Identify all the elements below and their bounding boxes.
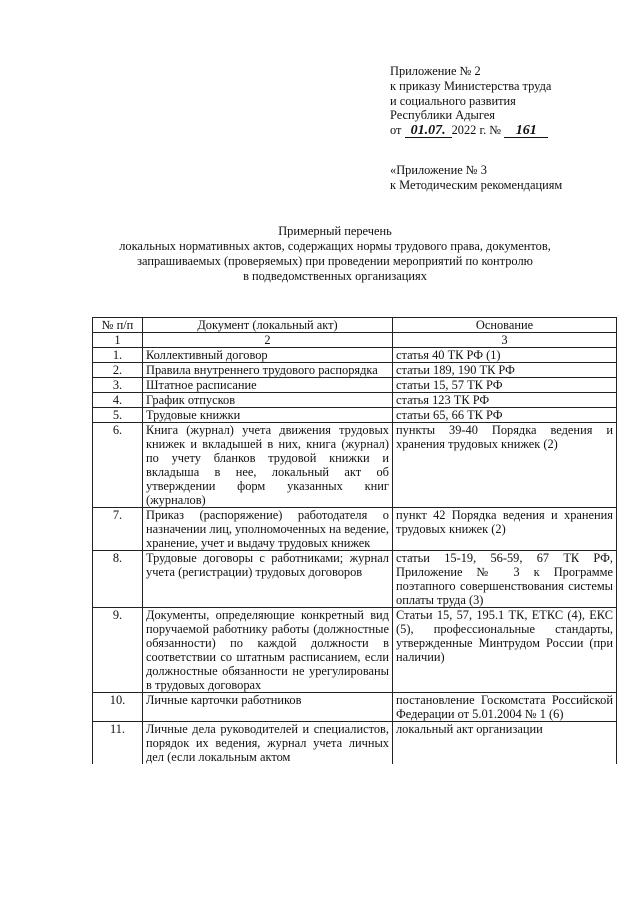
row-basis: статьи 15-19, 56-59, 67 ТК РФ, Приложение № 3 к Программе поэтапного совершенствования системы оплаты труда (3) bbox=[393, 551, 617, 608]
appendix-line-2: к приказу Министерства труда bbox=[390, 78, 552, 93]
row-document: Личные карточки работников bbox=[143, 693, 393, 722]
row-document: Приказ (распоряжение) работодателя о назначении лиц, уполномоченных на ведение, хранение, учет и выдачу трудовых книжек bbox=[143, 508, 393, 551]
date-prefix: от bbox=[390, 123, 402, 138]
row-number: 1. bbox=[93, 348, 143, 363]
row-basis: постановление Госкомстата Российской Федерации от 5.01.2004 № 1 (6) bbox=[393, 693, 617, 722]
row-document: Книга (журнал) учета движения трудовых книжек и вкладышей в них, книга (журнал) по учету бланков трудовой книжки и вкладыша в нее, локальный акт об утверждении форм указанных книг (журналов) bbox=[143, 423, 393, 508]
table-row bbox=[93, 508, 617, 551]
date-year: 2022 г. № bbox=[451, 123, 502, 138]
index-col-3: 3 bbox=[393, 333, 617, 348]
row-number: 5. bbox=[93, 408, 143, 423]
row-basis: статьи 15, 57 ТК РФ bbox=[393, 378, 617, 393]
row-document: Правила внутреннего трудового распорядка bbox=[143, 363, 393, 378]
appendix-header bbox=[390, 64, 610, 138]
row-number: 9. bbox=[93, 608, 143, 693]
row-number: 7. bbox=[93, 508, 143, 551]
table-header-row bbox=[93, 318, 617, 333]
index-col-1: 1 bbox=[93, 333, 143, 348]
table-row bbox=[93, 423, 617, 508]
appendix-reference bbox=[390, 163, 620, 193]
row-basis: статьи 189, 190 ТК РФ bbox=[393, 363, 617, 378]
row-basis: статья 123 ТК РФ bbox=[393, 393, 617, 408]
row-number: 6. bbox=[93, 423, 143, 508]
row-document: График отпусков bbox=[143, 393, 393, 408]
row-basis: локальный акт организации bbox=[393, 722, 617, 765]
documents-table bbox=[92, 317, 617, 764]
table-row bbox=[93, 348, 617, 363]
row-basis: пункты 39-40 Порядка ведения и хранения трудовых книжек (2) bbox=[393, 423, 617, 508]
row-number: 4. bbox=[93, 393, 143, 408]
appendix-line-4: Республики Адыгея bbox=[390, 108, 495, 123]
table-row bbox=[93, 722, 617, 765]
title-line-2: локальных нормативных актов, содержащих нормы трудового права, документов, bbox=[119, 239, 551, 253]
appendix-line-1: Приложение № 2 bbox=[390, 64, 481, 78]
title-line-4: в подведомственных организациях bbox=[243, 269, 427, 283]
table-row bbox=[93, 551, 617, 608]
row-number: 10. bbox=[93, 693, 143, 722]
appendix-line-3: и социального развития bbox=[390, 93, 516, 108]
row-document: Штатное расписание bbox=[143, 378, 393, 393]
row-document: Документы, определяющие конкретный вид поручаемой работнику работы (должностные обязанности) по каждой должности в соответствии со штатным расписанием, если должностные обязанности не урегулированы в трудовых договорах bbox=[143, 608, 393, 693]
table-row bbox=[93, 393, 617, 408]
title-line-1: Примерный перечень bbox=[278, 224, 392, 238]
row-document: Трудовые договоры с работниками; журнал учета (регистрации) трудовых договоров bbox=[143, 551, 393, 608]
row-basis: пункт 42 Порядка ведения и хранения трудовых книжек (2) bbox=[393, 508, 617, 551]
row-number: 3. bbox=[93, 378, 143, 393]
row-document: Коллективный договор bbox=[143, 348, 393, 363]
header-basis: Основание bbox=[393, 318, 617, 333]
title-line-3: запрашиваемых (проверяемых) при проведении мероприятий по контролю bbox=[137, 254, 533, 268]
row-number: 11. bbox=[93, 722, 143, 765]
index-col-2: 2 bbox=[143, 333, 393, 348]
appendix-date-line bbox=[390, 123, 610, 138]
table-row bbox=[93, 693, 617, 722]
table-row bbox=[93, 608, 617, 693]
row-basis: статья 40 ТК РФ (1) bbox=[393, 348, 617, 363]
row-basis: статьи 65, 66 ТК РФ bbox=[393, 408, 617, 423]
row-document: Личные дела руководителей и специалистов, порядок их ведения, журнал учета личных дел (если локальным актом bbox=[143, 722, 393, 765]
appendix-ref-line-2: к Методическим рекомендациям bbox=[390, 178, 563, 192]
header-document: Документ (локальный акт) bbox=[143, 318, 393, 333]
table-index-row bbox=[93, 333, 617, 348]
table-row bbox=[93, 378, 617, 393]
row-number: 8. bbox=[93, 551, 143, 608]
table-row bbox=[93, 363, 617, 378]
order-number-handwritten: 161 bbox=[504, 125, 548, 138]
header-number: № п/п bbox=[93, 318, 143, 333]
table-row bbox=[93, 408, 617, 423]
appendix-ref-line-1: «Приложение № 3 bbox=[390, 163, 487, 177]
document-title bbox=[100, 224, 570, 284]
date-day-handwritten: 01.07. bbox=[405, 125, 452, 138]
row-basis: Статьи 15, 57, 195.1 ТК, ЕТКС (4), ЕКС (5), профессиональные стандарты, утвержденные Минтрудом России (при наличии) bbox=[393, 608, 617, 693]
row-document: Трудовые книжки bbox=[143, 408, 393, 423]
row-number: 2. bbox=[93, 363, 143, 378]
